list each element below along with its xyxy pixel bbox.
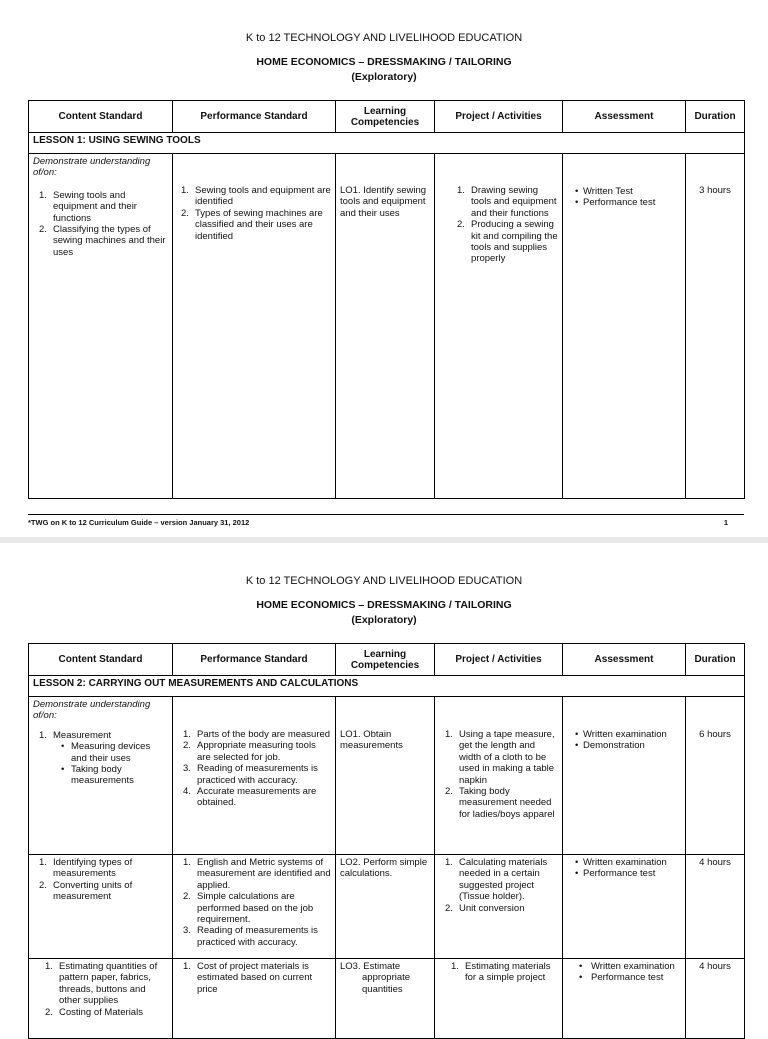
column-header: Assessment bbox=[563, 644, 686, 676]
duration-cell bbox=[686, 959, 745, 1039]
learning-competency-cell bbox=[336, 154, 435, 499]
content-list bbox=[33, 961, 168, 1018]
content-sublist bbox=[53, 741, 168, 787]
table-header-row bbox=[29, 101, 745, 133]
lesson-title: LESSON 1: USING SEWING TOOLS bbox=[29, 133, 745, 154]
column-header: Duration bbox=[686, 101, 745, 133]
column-header: Content Standard bbox=[29, 644, 173, 676]
assessment-cell bbox=[563, 959, 686, 1039]
list-item: • Written examination bbox=[575, 857, 681, 868]
assessment-list bbox=[567, 857, 681, 880]
project-list bbox=[439, 729, 558, 820]
assessment-list bbox=[567, 186, 681, 209]
list-item: Taking body measurement needed for ladies/boys apparel bbox=[459, 786, 555, 820]
assessment-cell bbox=[563, 855, 686, 959]
duration-cell bbox=[686, 697, 745, 855]
list-item: Unit conversion bbox=[459, 902, 525, 914]
assessment-list bbox=[567, 729, 681, 752]
column-header: Assessment bbox=[563, 101, 686, 133]
learning-competency-cell bbox=[336, 855, 435, 959]
header-subtitle: HOME ECONOMICS – DRESSMAKING / TAILORING bbox=[256, 56, 512, 68]
list-item: English and Metric systems of measurement are identified and applied. bbox=[197, 857, 331, 891]
table-row bbox=[29, 855, 745, 959]
project-activities-cell bbox=[435, 697, 563, 855]
table-row bbox=[29, 154, 745, 499]
competency-text: LO1. Obtain measurements bbox=[340, 729, 403, 752]
list-item: • Taking body measurements bbox=[59, 764, 168, 787]
project-list bbox=[439, 857, 558, 914]
table-header-row bbox=[29, 644, 745, 676]
learning-competency-cell bbox=[336, 697, 435, 855]
content-list bbox=[33, 190, 168, 258]
list-item: Types of sewing machines are classified and their uses are identified bbox=[195, 207, 323, 242]
performance-standard-cell bbox=[173, 959, 336, 1039]
project-activities-cell bbox=[435, 154, 563, 499]
performance-list bbox=[177, 857, 331, 948]
duration-value: 4 hours bbox=[699, 857, 731, 868]
performance-list bbox=[177, 729, 331, 809]
project-list bbox=[439, 961, 558, 984]
column-header: Duration bbox=[686, 644, 745, 676]
list-item: Estimating quantities of pattern paper, fabrics, threads, buttons and other supplies bbox=[59, 961, 158, 1007]
list-item: Identifying types of measurements bbox=[53, 857, 133, 880]
list-item: Measurement bbox=[53, 729, 112, 741]
content-standard-cell bbox=[29, 697, 173, 855]
project-activities-cell bbox=[435, 959, 563, 1039]
list-item: Simple calculations are performed based on the job requirement. bbox=[197, 891, 314, 926]
content-standard-cell bbox=[29, 959, 173, 1039]
column-header: Learning Competencies bbox=[336, 644, 435, 676]
content-standard-cell bbox=[29, 154, 173, 499]
list-item: Reading of measurements is practiced with accuracy. bbox=[197, 925, 318, 948]
list-item: Classifying the types of sewing machines and their uses bbox=[53, 224, 166, 258]
assessment-cell bbox=[563, 154, 686, 499]
list-item: Accurate measurements are obtained. bbox=[197, 786, 317, 809]
column-header: Project / Activities bbox=[435, 101, 563, 133]
list-item: Converting units of measurement bbox=[53, 879, 133, 903]
list-item: • Written Test bbox=[575, 186, 681, 197]
list-item: • Performance test bbox=[575, 972, 681, 983]
list-item: Cost of project materials is estimated based on current price bbox=[197, 961, 313, 995]
list-item: Reading of measurements is practiced with accuracy. bbox=[197, 763, 318, 786]
list-item: Sewing tools and equipment are identified bbox=[195, 185, 331, 208]
list-item: • Performance test bbox=[575, 868, 681, 879]
curriculum-table-lesson-2 bbox=[28, 643, 745, 1039]
list-item: Calculating materials needed in a certain suggested project (Tissue holder). bbox=[459, 857, 548, 903]
duration-value: 4 hours bbox=[699, 961, 731, 972]
performance-standard-cell bbox=[173, 154, 336, 499]
page-footer bbox=[28, 514, 744, 527]
content-intro: Demonstrate understanding of/on: bbox=[33, 699, 151, 722]
column-header: Content Standard bbox=[29, 101, 173, 133]
curriculum-table-lesson-1 bbox=[28, 100, 745, 499]
list-item: Estimating materials for a simple project bbox=[465, 961, 551, 984]
column-header: Performance Standard bbox=[173, 101, 336, 133]
performance-standard-cell bbox=[173, 697, 336, 855]
header-subtitle: HOME ECONOMICS – DRESSMAKING / TAILORING bbox=[256, 599, 512, 611]
list-item: Producing a sewing kit and compiling the tools and supplies properly bbox=[471, 219, 558, 265]
performance-list bbox=[177, 185, 331, 242]
content-intro: Demonstrate understanding of/on: bbox=[33, 156, 151, 179]
project-activities-cell bbox=[435, 855, 563, 959]
header-title: K to 12 TECHNOLOGY AND LIVELIHOOD EDUCATION bbox=[245, 575, 523, 587]
footer-note: *TWG on K to 12 Curriculum Guide – version January 31, 2012 bbox=[28, 518, 250, 527]
lesson-title: LESSON 2: CARRYING OUT MEASUREMENTS AND CALCULATIONS bbox=[29, 676, 745, 697]
content-list bbox=[33, 857, 168, 903]
list-item: Sewing tools and equipment and their functions bbox=[53, 189, 137, 224]
page-number: 1 bbox=[723, 518, 728, 527]
assessment-list bbox=[567, 961, 681, 984]
list-item: Using a tape measure, get the length and width of a cloth to be used in making a table napkin bbox=[459, 729, 555, 786]
header-exploratory: (Exploratory) bbox=[351, 71, 417, 83]
list-item: • Written examination bbox=[575, 961, 681, 972]
header-title: K to 12 TECHNOLOGY AND LIVELIHOOD EDUCATION bbox=[245, 32, 523, 44]
competency-text: LO1. Identify sewing tools and equipment and their uses bbox=[340, 185, 427, 219]
duration-cell bbox=[686, 154, 745, 499]
list-item: • Written examination bbox=[575, 729, 681, 740]
column-header: Performance Standard bbox=[173, 644, 336, 676]
table-row bbox=[29, 959, 745, 1039]
list-item: Parts of the body are measured bbox=[197, 729, 331, 740]
list-item: • Demonstration bbox=[575, 740, 681, 751]
assessment-cell bbox=[563, 697, 686, 855]
duration-value: 6 hours bbox=[699, 729, 731, 740]
document-page-2 bbox=[0, 543, 768, 1024]
column-header: Learning Competencies bbox=[336, 101, 435, 133]
content-standard-cell bbox=[29, 855, 173, 959]
header-exploratory: (Exploratory) bbox=[351, 614, 417, 626]
learning-competency-cell bbox=[336, 959, 435, 1039]
list-item: Costing of Materials bbox=[59, 1006, 143, 1018]
table-row bbox=[29, 697, 745, 855]
performance-list bbox=[177, 961, 331, 995]
project-list bbox=[439, 185, 558, 265]
list-item: Drawing sewing tools and equipment and their functions bbox=[471, 185, 557, 219]
list-item: Appropriate measuring tools are selected for job. bbox=[197, 740, 316, 763]
duration-value: 3 hours bbox=[699, 185, 731, 196]
column-header: Project / Activities bbox=[435, 644, 563, 676]
competency-text: LO2. Perform simple calculations. bbox=[340, 857, 428, 880]
competency-text-line-2: appropriate quantities bbox=[362, 972, 411, 995]
list-item: • Measuring devices and their uses bbox=[59, 741, 168, 764]
content-list bbox=[33, 730, 168, 787]
performance-standard-cell bbox=[173, 855, 336, 959]
duration-cell bbox=[686, 855, 745, 959]
list-item: • Performance test bbox=[575, 197, 681, 208]
competency-text-line-1: LO3. Estimate bbox=[340, 961, 401, 972]
